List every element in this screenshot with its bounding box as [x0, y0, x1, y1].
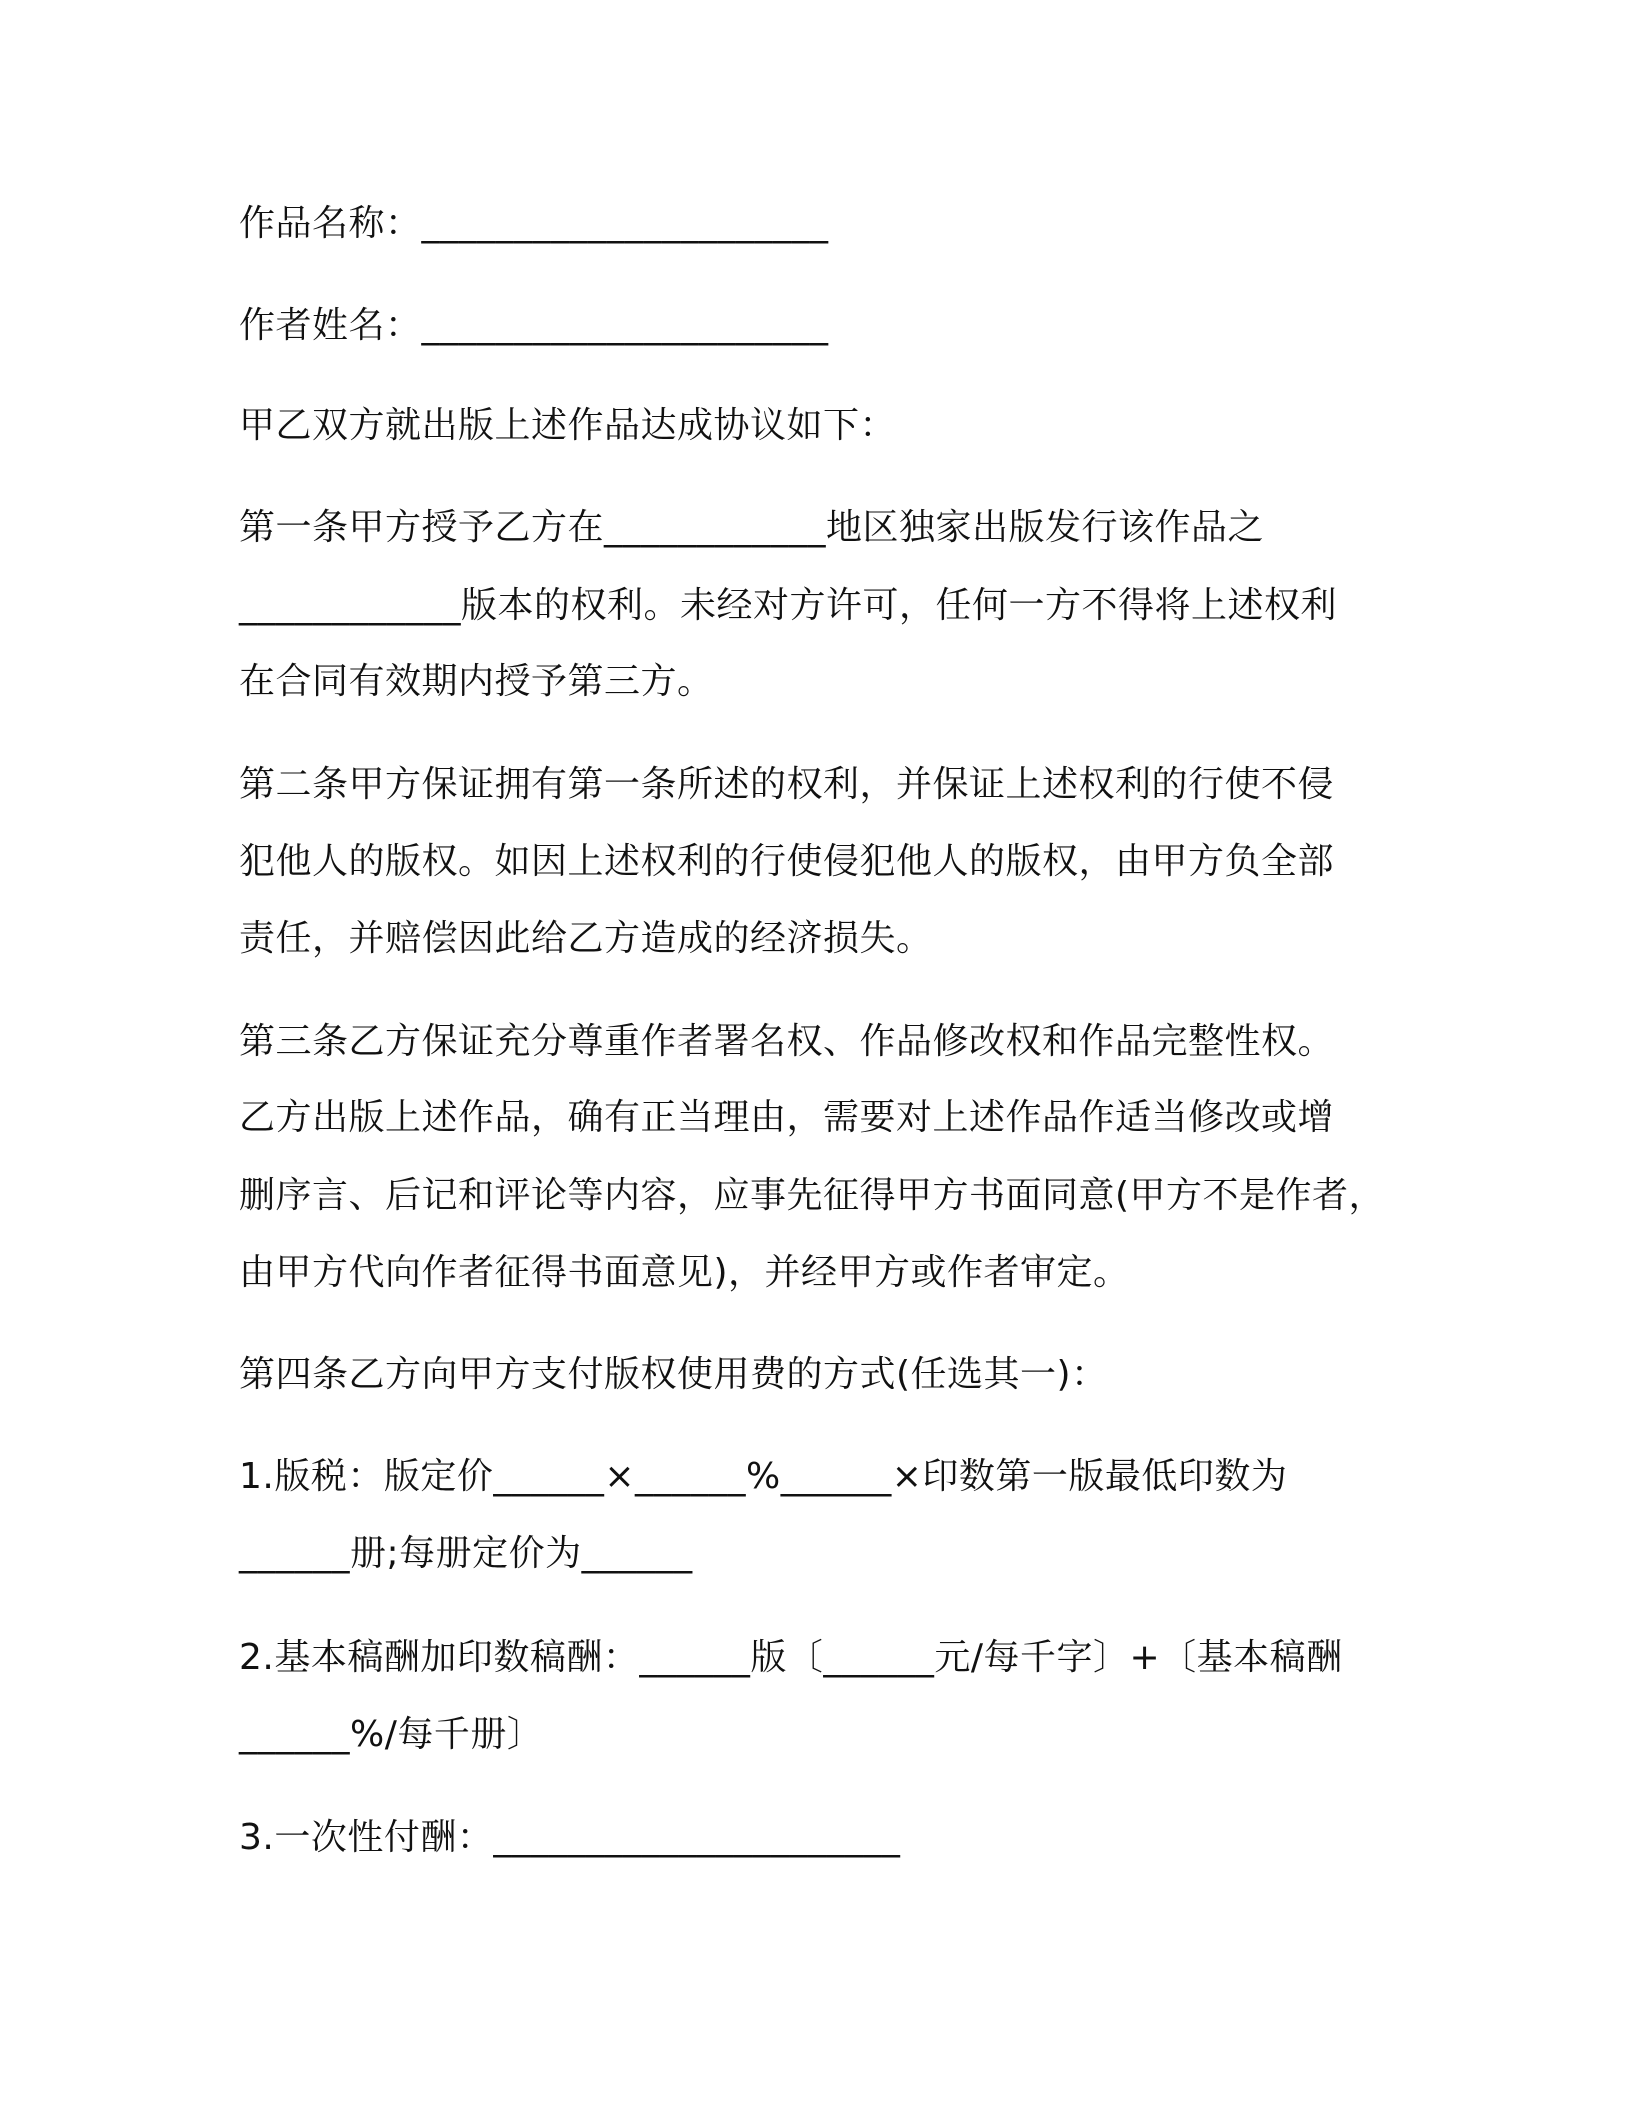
- article3-line1: 第三条乙方保证充分尊重作者署名权、作品修改权和作品完整性权。: [239, 1021, 1335, 1062]
- article3-line2: 乙方出版上述作品，确有正当理由，需要对上述作品作适当修改或增: [239, 1097, 1335, 1138]
- article4-heading: 第四条乙方向甲方支付版权使用费的方式(任选其一)：: [239, 1354, 1108, 1395]
- article4-option1-line1: 1.版税：版定价______×______%______×印数第一版最低印数为: [239, 1456, 1288, 1497]
- article2-line1: 第二条甲方保证拥有第一条所述的权利，并保证上述权利的行使不侵: [239, 764, 1335, 805]
- agreement-intro: 甲乙双方就出版上述作品达成协议如下：: [239, 405, 897, 446]
- article1-line3: 在合同有效期内授予第三方。: [239, 661, 714, 702]
- article2-line3: 责任，并赔偿因此给乙方造成的经济损失。: [239, 918, 933, 959]
- article1-line1: 第一条甲方授予乙方在____________地区独家出版发行该作品之: [239, 507, 1265, 548]
- article1-line2: ____________版本的权利。未经对方许可，任何一方不得将上述权利: [239, 585, 1338, 626]
- article4-option3: 3.一次性付酬：______________________: [239, 1817, 901, 1858]
- article4-option2-line2: ______%/每千册〕: [239, 1714, 544, 1755]
- article3-line4: 由甲方代向作者征得书面意见)，并经甲方或作者审定。: [239, 1252, 1130, 1293]
- article4-option2-line1: 2.基本稿酬加印数稿酬：______版〔______元/每千字〕+〔基本稿酬: [239, 1637, 1343, 1678]
- author-name-field: 作者姓名：______________________: [239, 305, 829, 346]
- work-title-field: 作品名称：______________________: [239, 203, 829, 244]
- article4-option1-line2: ______册;每册定价为______: [239, 1533, 693, 1574]
- article2-line2: 犯他人的版权。如因上述权利的行使侵犯他人的版权，由甲方负全部: [239, 841, 1335, 882]
- article3-line3: 删序言、后记和评论等内容，应事先征得甲方书面同意(甲方不是作者，: [239, 1175, 1386, 1216]
